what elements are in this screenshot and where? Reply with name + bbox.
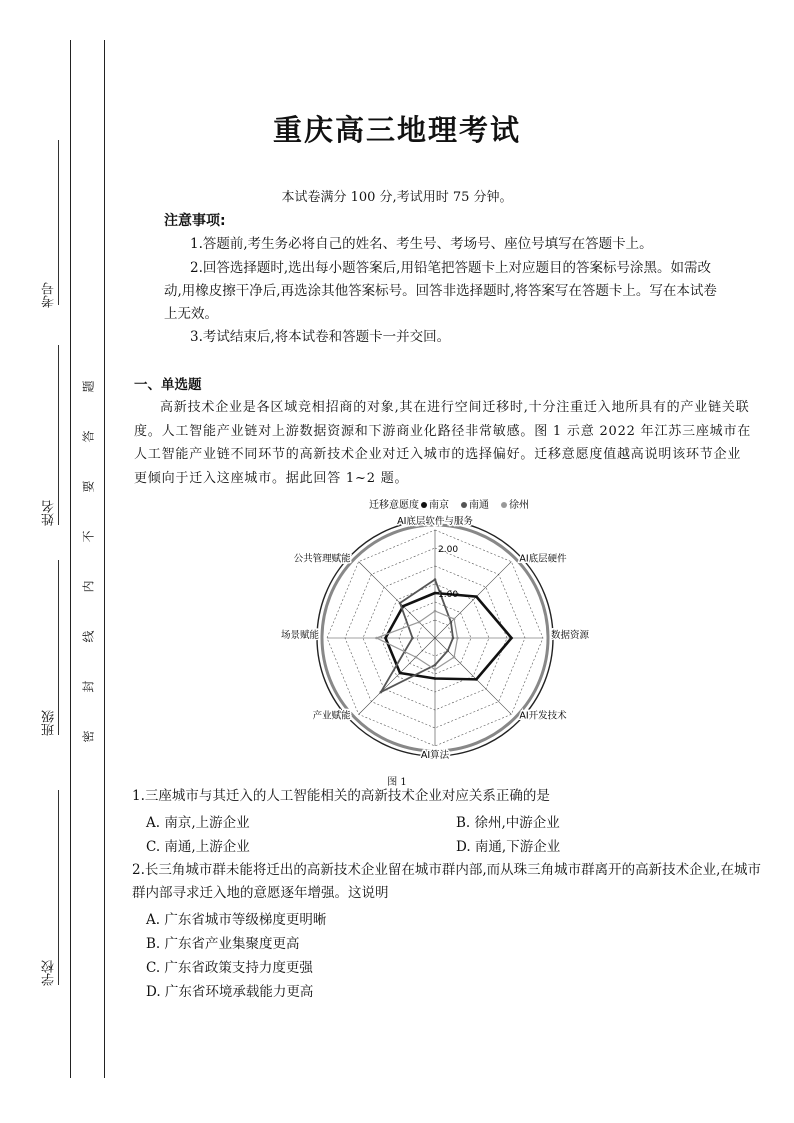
data-point [446,649,449,652]
data-point [475,678,478,681]
exam-no-label: 考号 [42,282,57,308]
tick-label: 1.00 [438,590,459,600]
note-item: 1.答题前,考生务必将自己的姓名、考生号、考场号、座位号填写在答题卡上。 [190,236,653,252]
legend-marker [461,502,467,508]
seal-char: 不 [81,530,96,543]
legend-entry: 徐州 [509,500,529,511]
axis-label: AI底层软件与服务 [397,516,473,527]
seal-char: 答 [81,430,96,443]
data-point [453,656,456,659]
data-point [434,578,437,581]
data-point [375,637,378,640]
axis-label: 产业赋能 [312,710,351,722]
name-blank [58,345,59,525]
seal-char: 密 [81,730,96,743]
axis-label: 数据资源 [551,630,590,641]
data-point [399,602,402,605]
question-1-option-a[interactable]: A. 南京,上游企业 [146,815,250,831]
legend-marker [501,502,507,508]
question-1-stem: 1.三座城市与其迁入的人工智能相关的高新技术企业对应关系正确的是 [132,788,550,804]
data-point [415,656,418,659]
section-title: 一、单选题 [134,377,202,393]
school-label: 学校 [42,960,57,986]
note-item: 3.考试结束后,将本试卷和答题卡一并交回。 [190,329,451,345]
data-point [434,677,437,680]
question-1-option-d[interactable]: D. 南通,下游企业 [456,839,561,855]
data-point [434,592,437,595]
name-label: 姓名 [42,500,57,526]
axis-label: AI底层硬件 [519,553,567,565]
data-point [453,618,456,621]
data-point [475,595,478,598]
notes-heading: 注意事项: [164,213,226,229]
figure-caption: 图 1 [387,777,407,788]
page-title: 重庆高三地理考试 [272,113,521,147]
legend-entry: 南通 [469,500,489,511]
question-2-option-b[interactable]: B. 广东省产业集聚度更高 [146,936,300,952]
passage: 高新技术企业是各区域竞相招商的对象,其在进行空间迁移时,十分注重迁入地所具有的产业链关联度。人工智能产业链对上游数据资源和下游商业化路径非常敏感。图 1 示意 2022 年江苏三座城市在人工智能产业链不同环节的高新技术企业对迁入城市的选择偏好。迁移意愿度值越高说明该环节企业更倾向于迁入这座城市。据此回答 1~2 题。 [134,400,752,486]
class-blank [58,560,59,735]
data-point [399,672,402,675]
note-item: 2.回答选择题时,选出每小题答案后,用铅笔把答题卡上对应题目的答案标号涂黑。如需改动,用橡皮擦干净后,再选涂其他答案标号。回答非选择题时,将答案写在答题卡上。写在本试卷上无效。 [164,260,717,322]
data-point [434,610,437,613]
data-point [456,637,459,640]
legend-title: 迁移意愿度 [369,500,419,511]
radar-chart [280,494,590,784]
data-point [418,621,421,624]
seal-char: 封 [81,680,96,693]
data-point [434,668,437,671]
class-label: 班级 [42,710,57,736]
tick-label: 2.00 [438,545,459,555]
question-2-stem: 2.长三角城市群未能将迁出的高新技术企业留在城市群内部,而从珠三角城市群离开的高新技术企业,在城市群内部寻求迁入地的意愿逐年增强。这说明 [132,862,761,901]
question-1-option-b[interactable]: B. 徐州,中游企业 [456,815,560,831]
school-blank [58,790,59,985]
question-2-option-c[interactable]: C. 广东省政策支持力度更强 [146,960,313,976]
exam-no-blank [58,140,59,305]
seal-char: 要 [81,480,96,493]
seal-char: 内 [81,580,96,593]
question-1-option-c[interactable]: C. 南通,上游企业 [146,839,250,855]
spoke [435,638,511,714]
spoke [359,562,435,638]
legend-entry: 南京 [429,500,449,511]
question-2-option-a[interactable]: A. 广东省城市等级梯度更明晰 [146,912,327,928]
data-point [434,664,437,667]
data-point [510,637,513,640]
data-point [450,621,453,624]
question-2-option-d[interactable]: D. 广东省环境承载能力更高 [146,984,314,1000]
data-point [384,637,387,640]
axis-label: 场景赋能 [280,630,319,641]
axis-label: AI算法 [420,750,450,761]
exam-info: 本试卷满分 100 分,考试用时 75 分钟。 [281,190,513,205]
data-point [380,691,383,694]
legend-marker [421,502,427,508]
seal-char: 题 [81,380,96,393]
data-point [452,637,455,640]
data-point [411,637,414,640]
axis-label: AI开发技术 [519,710,567,722]
axis-label: 公共管理赋能 [293,553,351,565]
seal-char: 线 [81,630,96,643]
